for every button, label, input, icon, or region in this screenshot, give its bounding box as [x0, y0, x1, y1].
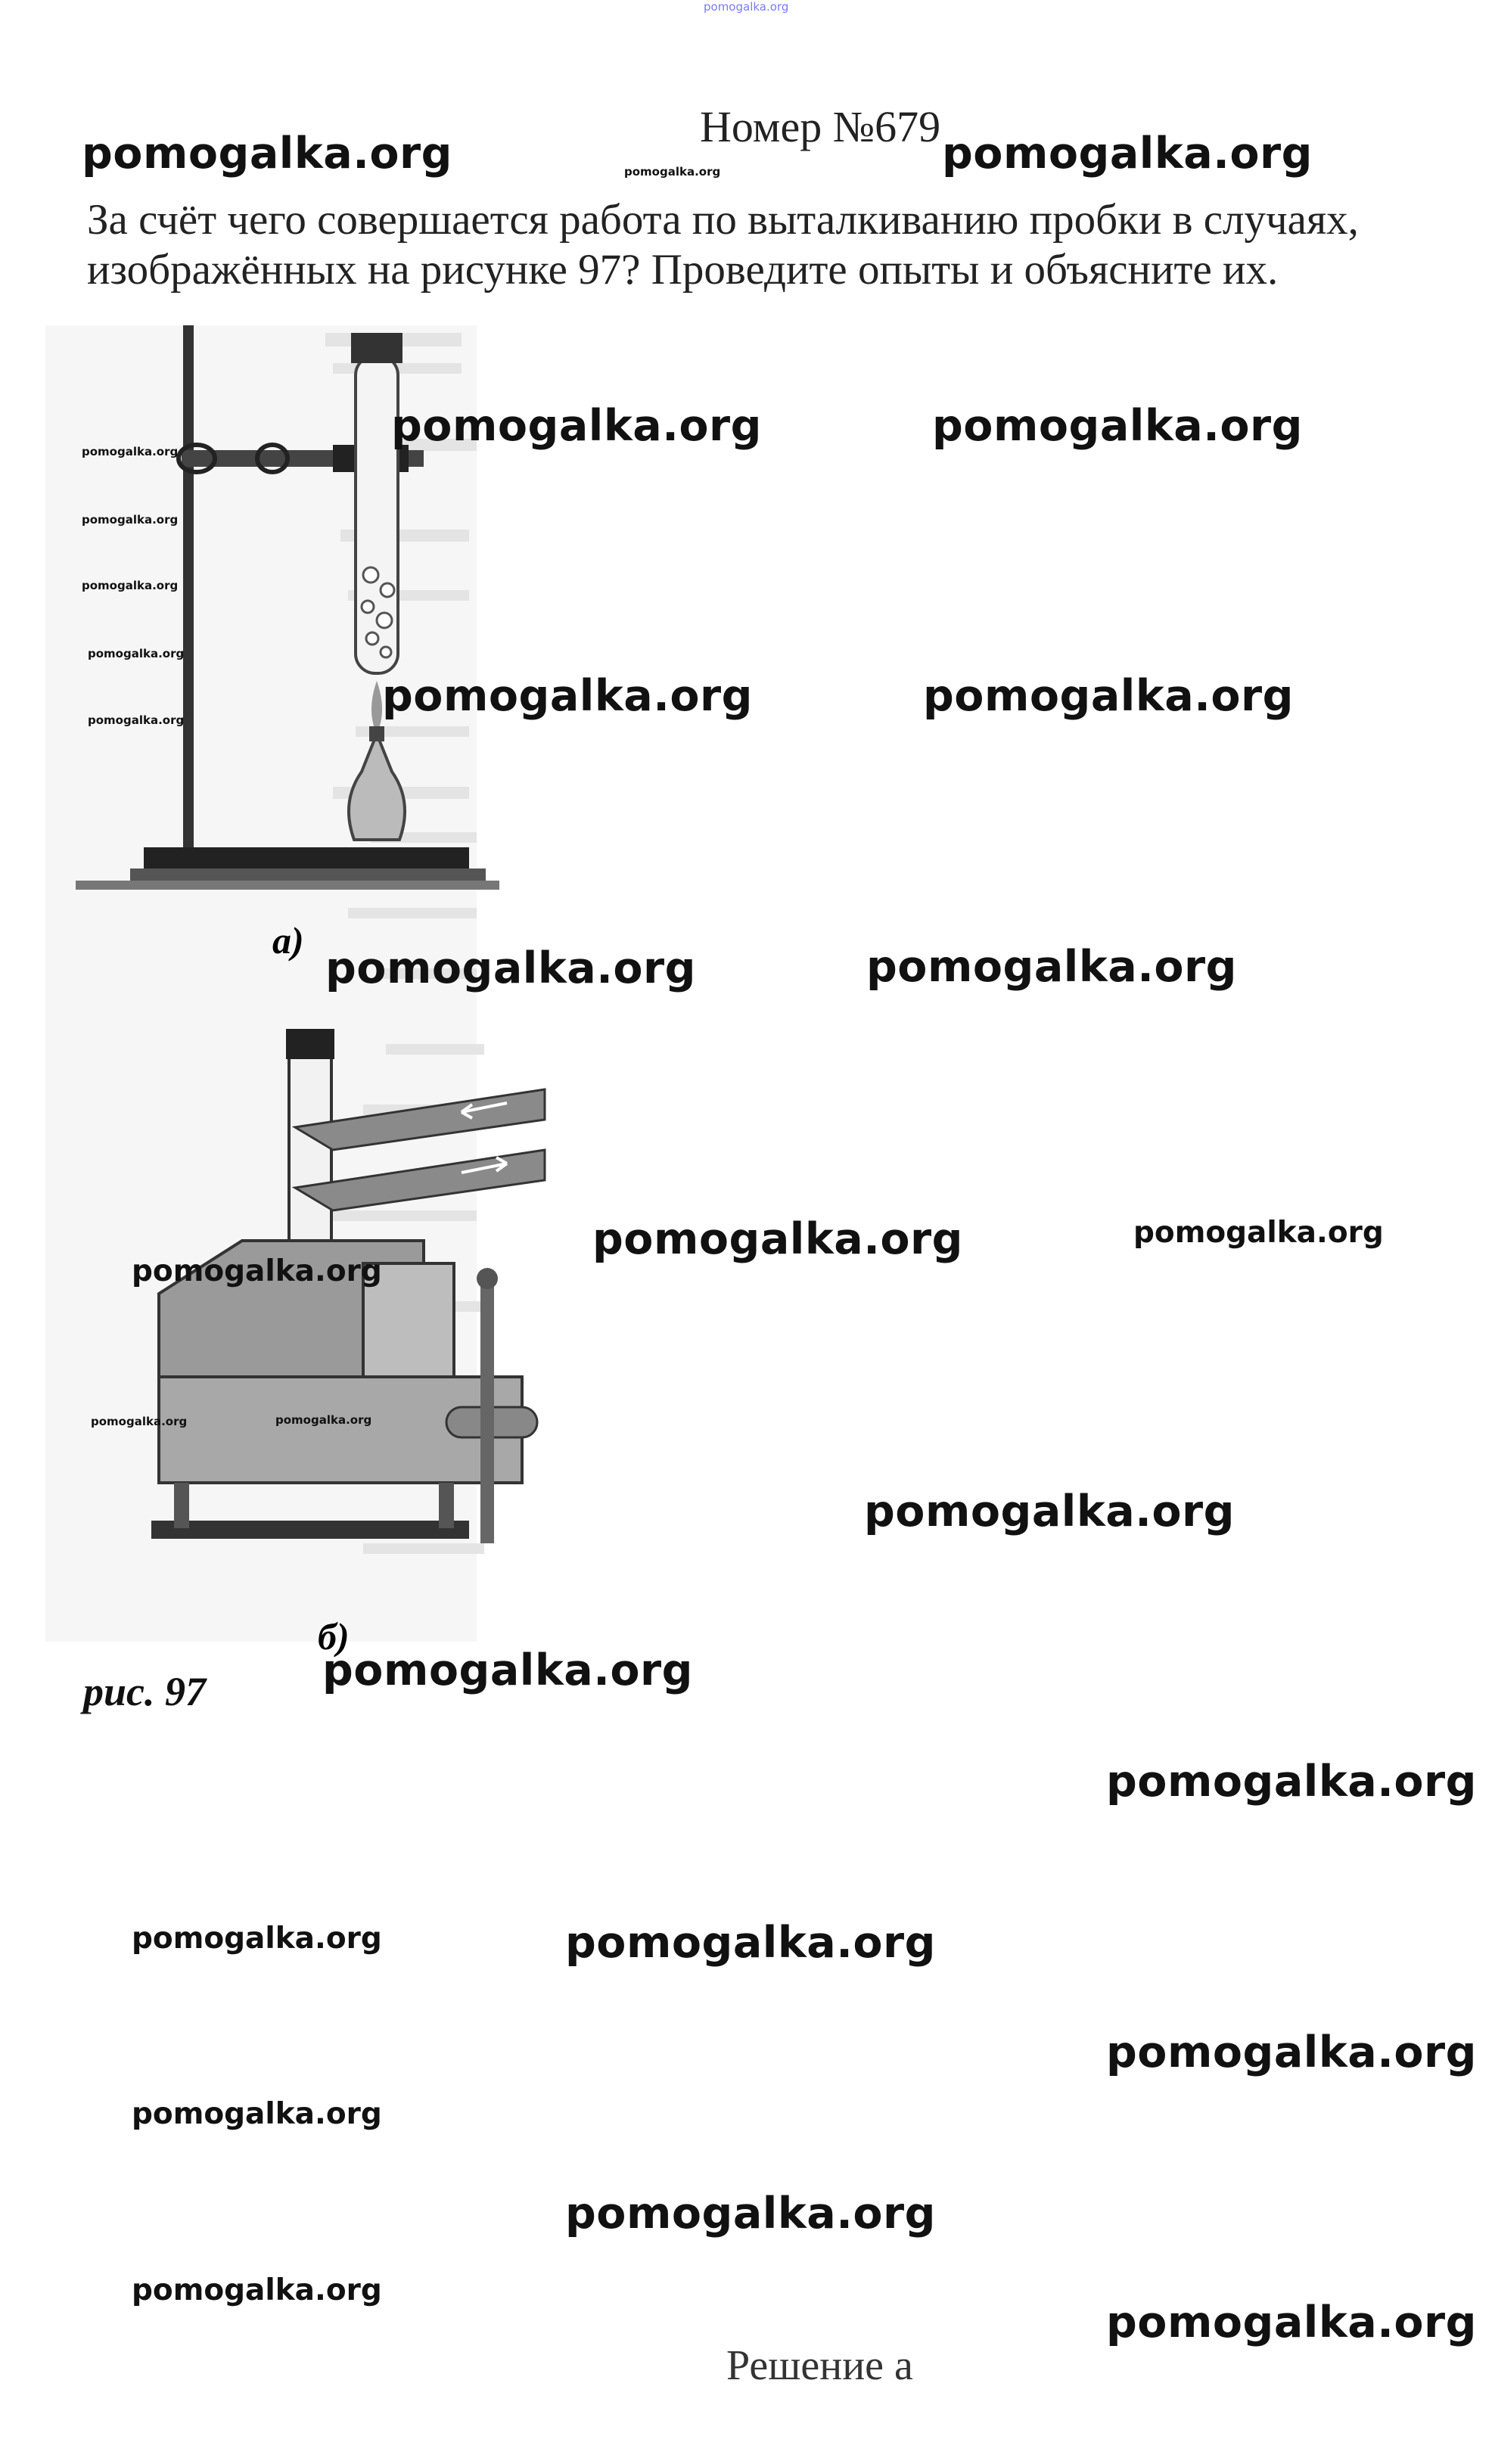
watermark: pomogalka.org: [132, 2097, 382, 2131]
watermark: pomogalka.org: [1106, 1757, 1477, 1807]
watermark: pomogalka.org: [391, 401, 762, 451]
watermark: pomogalka.org: [132, 1922, 382, 1956]
watermark: pomogalka.org: [932, 401, 1303, 451]
watermark: pomogalka.org: [864, 1487, 1235, 1537]
site-top-link[interactable]: pomogalka.org: [704, 0, 789, 14]
watermark: pomogalka.org: [1106, 2298, 1477, 2347]
watermark: pomogalka.org: [322, 1645, 693, 1695]
watermark: pomogalka.org: [866, 942, 1237, 992]
watermark: pomogalka.org: [1133, 1216, 1384, 1250]
watermark: pomogalka.org: [82, 445, 179, 458]
watermark: pomogalka.org: [88, 647, 185, 660]
watermark: pomogalka.org: [132, 2273, 382, 2307]
watermark: pomogalka.org: [592, 1214, 963, 1264]
figure-b-label: б): [318, 1615, 350, 1658]
watermark: pomogalka.org: [1106, 2027, 1477, 2077]
watermark: pomogalka.org: [325, 943, 696, 993]
watermark: pomogalka.org: [82, 129, 452, 179]
watermark: pomogalka.org: [82, 513, 179, 527]
watermark: pomogalka.org: [88, 713, 185, 727]
watermark: pomogalka.org: [91, 1415, 188, 1428]
page-title: Номер №679: [700, 102, 941, 151]
figure-caption: рис. 97: [83, 1669, 206, 1714]
watermark: pomogalka.org: [565, 2189, 936, 2239]
watermark: pomogalka.org: [275, 1413, 372, 1427]
watermark: pomogalka.org: [923, 671, 1294, 721]
watermark: pomogalka.org: [942, 129, 1313, 179]
solution-heading: Решение а: [726, 2342, 913, 2389]
watermark: pomogalka.org: [82, 579, 179, 592]
watermark: pomogalka.org: [132, 1254, 382, 1288]
figure-a-label: а): [272, 919, 304, 962]
watermark: pomogalka.org: [382, 671, 753, 721]
watermark: pomogalka.org: [565, 1918, 936, 1968]
question-text: За счёт чего совершается работа по выталкиванию пробки в случаях, изображённых на рисунке 97? Проведите опыты и объясните их.: [87, 196, 1359, 294]
watermark: pomogalka.org: [624, 165, 721, 179]
